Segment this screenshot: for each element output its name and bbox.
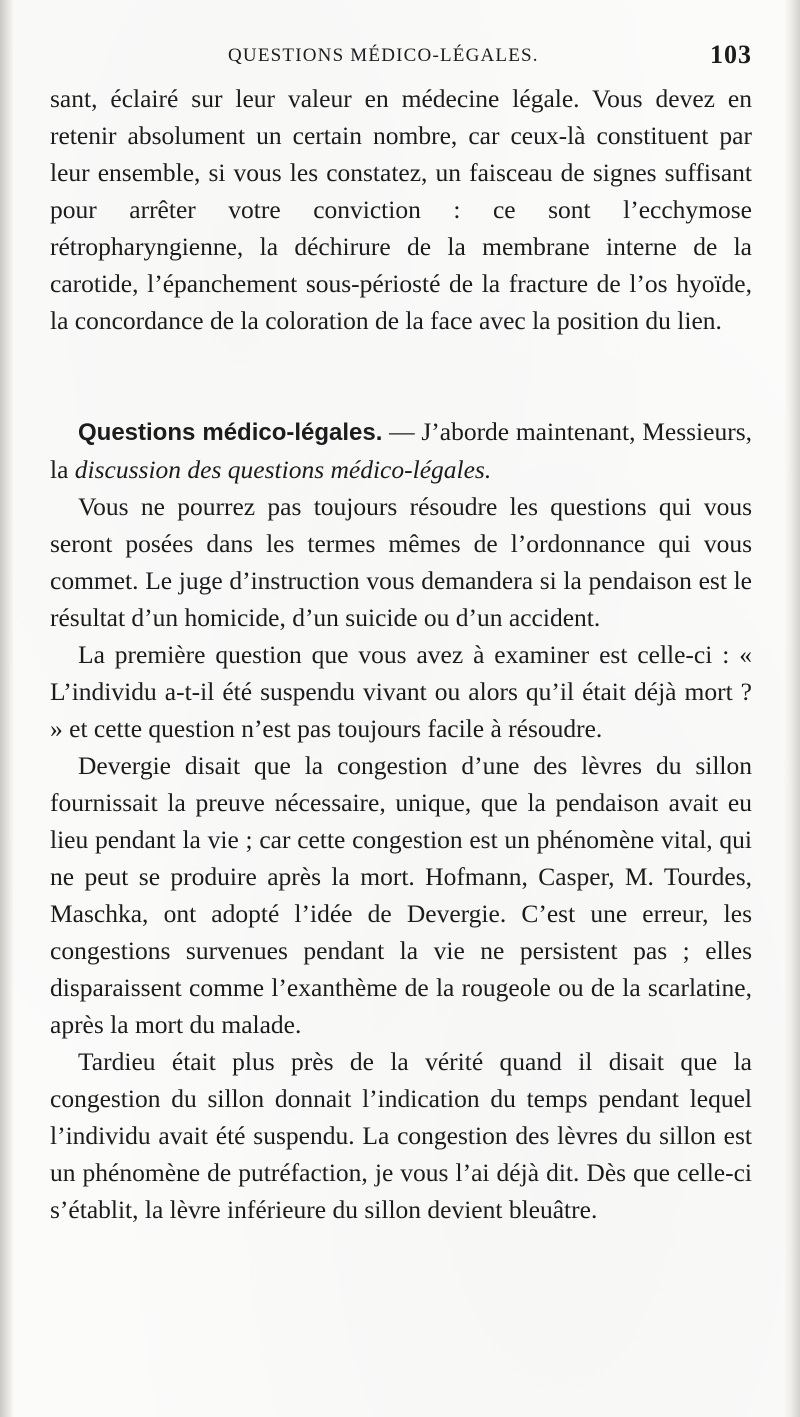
section-italic-text: discussion des questions médico-légales. bbox=[74, 455, 492, 484]
page-header bbox=[50, 40, 752, 80]
paragraph-questions: Vous ne pourrez pas toujours résoudre les questions qui vous seront posées dans les termes mêmes de l’ordonnance qui vous commet. Le juge d’instruction vous demandera si la pendaison est le résultat d’un homicide, d’un suicide ou d’un accident. bbox=[50, 492, 752, 632]
paragraph-gap bbox=[50, 339, 752, 413]
page-number: 103 bbox=[710, 40, 752, 69]
paragraph-continuation: sant, éclairé sur leur valeur en médecine légale. Vous devez en retenir absolument un certain nombre, car ceux-là constituent par leur ensemble, si vous les constatez, un faisceau de signes suffisant pour arrêter votre conviction : ce sont l’ecchymose rétropharyngienne, la déchirure de la membrane interne de la carotide, l’épanchement sous-périosté de la fracture de l’os hyoïde, la concordance de la coloration de la face avec la position du lien. bbox=[50, 84, 752, 335]
section-paragraph bbox=[50, 413, 752, 488]
page-left-shadow bbox=[0, 0, 14, 1417]
page-body bbox=[50, 80, 752, 1228]
section-lead-text: — J’aborde maintenant, Messieurs, la bbox=[50, 417, 752, 484]
paragraph-tardieu: Tardieu était plus près de la vérité quand il disait que la congestion du sillon donnait l’indication du temps pendant lequel l’individu avait été suspendu. La congestion des lèvres du sillon est un phénomène de putréfaction, je vous l’ai déjà dit. Dès que celle-ci s’établit, la lèvre inférieure du sillon devient bleuâtre. bbox=[50, 1047, 752, 1224]
running-title: QUESTIONS MÉDICO-LÉGALES. bbox=[228, 45, 539, 66]
paragraph-devergie: Devergie disait que la congestion d’une des lèvres du sillon fournissait la preuve nécessaire, unique, que la pendaison avait eu lieu pendant la vie ; car cette congestion est un phénomène vital, qui ne peut se produire après la mort. Hofmann, Casper, M. Tourdes, Maschka, ont adopté l’idée de Devergie. C’est une erreur, les congestions survenues pendant la vie ne persistent pas ; elles disparaissent comme l’exanthème de la rougeole ou de la scarlatine, après la mort du malade. bbox=[50, 751, 752, 1039]
section-heading: Questions médico-légales. bbox=[78, 419, 383, 446]
paragraph-first-question: La première question que vous avez à examiner est celle-ci : « L’individu a-t-il été suspendu vivant ou alors qu’il était déjà mort ? » et cette question n’est pas toujours facile à résoudre. bbox=[50, 640, 752, 743]
page-right-shadow bbox=[784, 0, 800, 1417]
